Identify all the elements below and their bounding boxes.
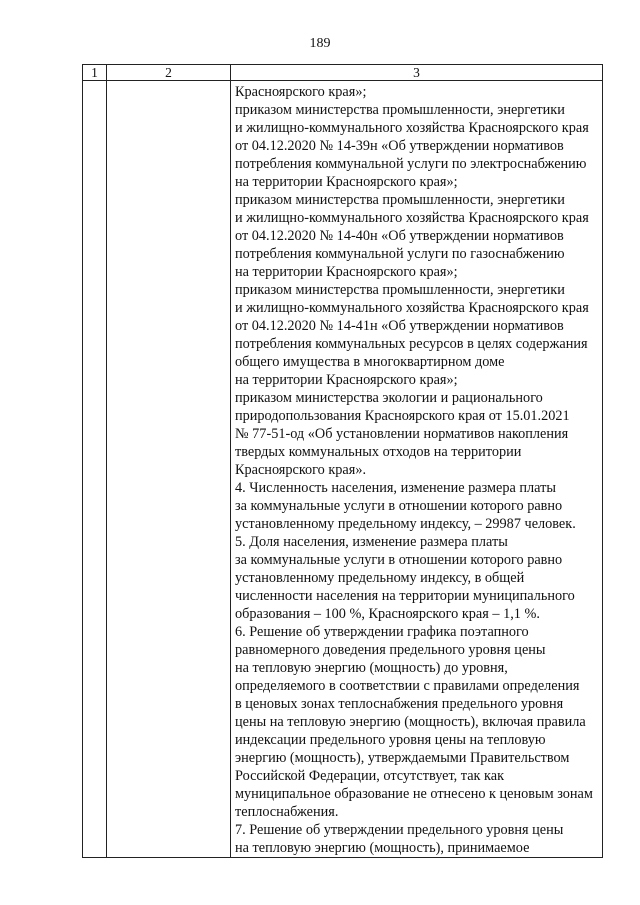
text-line: на территории Красноярского края»; <box>235 264 458 280</box>
text-line: природопользования Красноярского края от 15.01.2021 <box>235 408 570 424</box>
text-line: твердых коммунальных отходов на территории <box>235 444 522 460</box>
text-line: на тепловую энергию (мощность) до уровня, <box>235 660 508 676</box>
document-table <box>82 64 603 858</box>
text-line: на территории Красноярского края»; <box>235 174 458 190</box>
text-line: 5. Доля населения, изменение размера платы <box>235 534 508 550</box>
table-cell-col3 <box>231 81 603 858</box>
text-line: приказом министерства промышленности, энергетики <box>235 192 565 208</box>
text-line: цены на тепловую энергию (мощность), включая правила <box>235 714 586 730</box>
text-line: установленному предельному индексу, в общей <box>235 570 525 586</box>
text-line: в ценовых зонах теплоснабжения предельного уровня <box>235 696 564 712</box>
table-header-row <box>83 65 603 81</box>
text-line: численности населения на территории муниципального <box>235 588 575 604</box>
text-line: приказом министерства промышленности, энергетики <box>235 282 565 298</box>
text-line: приказом министерства промышленности, энергетики <box>235 102 565 118</box>
table-cell-col2 <box>107 81 231 858</box>
text-line: за коммунальные услуги в отношении которого равно <box>235 498 563 514</box>
text-line: Красноярского края». <box>235 462 367 478</box>
text-line: от 04.12.2020 № 14-41н «Об утверждении нормативов <box>235 318 564 334</box>
text-line: потребления коммунальной услуги по электроснабжению <box>235 156 587 172</box>
text-line: муниципальное образование не отнесено к ценовым зонам <box>235 786 593 802</box>
column-header-2: 2 <box>107 65 231 81</box>
text-line: определяемого в соответствии с правилами определения <box>235 678 580 694</box>
text-line: на территории Красноярского края»; <box>235 372 458 388</box>
table-cell-col1 <box>83 81 107 858</box>
text-line: энергию (мощность), утверждаемыми Правительством <box>235 750 570 766</box>
text-line: от 04.12.2020 № 14-40н «Об утверждении нормативов <box>235 228 564 244</box>
table-row <box>83 81 603 858</box>
text-line: и жилищно-коммунального хозяйства Красноярского края <box>235 300 589 316</box>
text-line: на тепловую энергию (мощность), принимаемое <box>235 840 530 856</box>
text-line: 4. Численность населения, изменение размера платы <box>235 480 556 496</box>
text-line: Красноярского края»; <box>235 84 367 100</box>
text-line: и жилищно-коммунального хозяйства Красноярского края <box>235 210 589 226</box>
column-header-1: 1 <box>83 65 107 81</box>
text-line: потребления коммунальной услуги по газоснабжению <box>235 246 565 262</box>
text-line: установленному предельному индексу, – 29987 человек. <box>235 516 576 532</box>
text-line: 6. Решение об утверждении графика поэтапного <box>235 624 529 640</box>
text-line: и жилищно-коммунального хозяйства Красноярского края <box>235 120 589 136</box>
text-line: 7. Решение об утверждении предельного уровня цены <box>235 822 564 838</box>
text-line: приказом министерства экологии и рационального <box>235 390 543 406</box>
text-line: от 04.12.2020 № 14-39н «Об утверждении нормативов <box>235 138 564 154</box>
text-line: индексации предельного уровня цены на тепловую <box>235 732 546 748</box>
text-line: за коммунальные услуги в отношении которого равно <box>235 552 563 568</box>
cell-text-block <box>231 81 602 857</box>
page-number: 189 <box>309 36 331 51</box>
text-line: равномерного доведения предельного уровня цены <box>235 642 546 658</box>
text-line: теплоснабжения. <box>235 804 339 820</box>
column-header-3: 3 <box>231 65 603 81</box>
text-line: Российской Федерации, отсутствует, так как <box>235 768 505 784</box>
text-line: общего имущества в многоквартирном доме <box>235 354 505 370</box>
text-line: № 77-51-од «Об установлении нормативов накопления <box>235 426 569 442</box>
text-line: образования – 100 %, Красноярского края – 1,1 %. <box>235 606 540 622</box>
text-line: потребления коммунальных ресурсов в целях содержания <box>235 336 588 352</box>
